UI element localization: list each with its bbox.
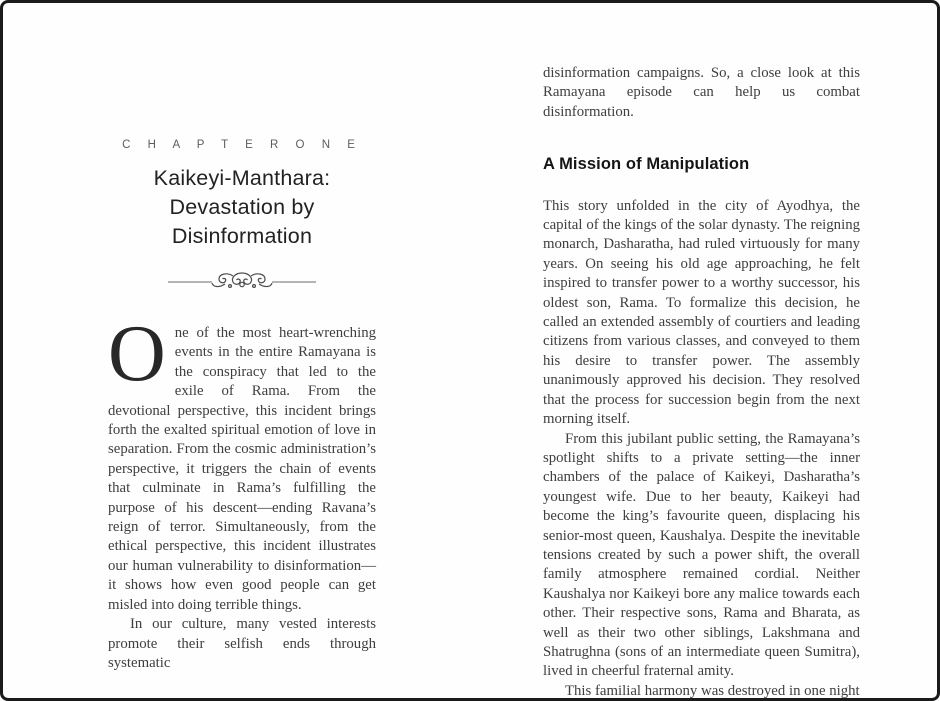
chapter-title-line1: Kaikeyi-Manthara: <box>153 166 331 190</box>
right-page <box>543 3 860 701</box>
body-paragraph: From this jubilant public setting, the Ramayana’s spotlight shifts to a private setting—the inner chambers of the palace of Kaikeyi, Dasharatha’s youngest wife. Due to her beauty, Kaikeyi had become the king’s favourite queen, displacing his senior-most queen, Kaushalya. Despite the inevitable tensions created by such a power shift, the overall family atmosphere remained cordial. Neither Kaushalya nor Kaikeyi bore any malice towards each other. Their respective sons, Rama and Bharata, as well as their two other siblings, Lakshmana and Shatrughna (sons of an intermediate queen Sumitra), lived in cheerful fraternal amity. <box>543 430 860 680</box>
right-page-body <box>543 64 860 701</box>
chapter-title <box>108 164 376 251</box>
chapter-title-line2: Devastation by Disinformation <box>169 195 315 248</box>
body-paragraph: In our culture, many vested interests promote their selfish ends through systematic <box>108 616 376 671</box>
chapter-ornament-icon <box>108 267 376 298</box>
body-paragraph: This familial harmony was destroyed in one night <box>565 682 860 699</box>
section-heading: A Mission of Manipulation <box>543 155 750 174</box>
chapter-label: C H A P T E R O N E <box>122 139 362 151</box>
opening-paragraph-text: ne of the most heart-wrenching events in the entire Ramayana is the conspiracy that led to the exile of Rama. From the devotional perspective, this incident brings forth the exalted spiritual emotion of love in separation. From the cosmic administration’s perspective, it triggers the chain of events that culminate in Rama’s fulfilling the purpose of his descent—ending Ravana’s reign of terror. Simultaneously, from the ethical perspective, this incident illustrates our human vulnerability to disinformation—it shows how even good people can get misled into doing terrible things. <box>108 325 376 613</box>
left-page-body <box>108 310 376 673</box>
continuation-paragraph: disinformation campaigns. So, a close look at this Ramayana episode can help us combat disinformation. <box>543 65 860 120</box>
opening-paragraph <box>108 310 376 615</box>
drop-cap: O <box>108 310 166 398</box>
left-page <box>108 3 376 673</box>
body-paragraph: This story unfolded in the city of Ayodhya, the capital of the kings of the solar dynasty. The reigning monarch, Dasharatha, had ruled virtuously for many years. On seeing his old age approaching, he felt inspired to transfer power to a worthy successor, his oldest son, Rama. To formalize this decision, he called an extended assembly of courtiers and leading citizens from various classes, and conveyed to them his desire to transfer power. The assembly unanimously approved his decision. They resolved that the process for succession begin from the next morning itself. <box>543 197 860 428</box>
